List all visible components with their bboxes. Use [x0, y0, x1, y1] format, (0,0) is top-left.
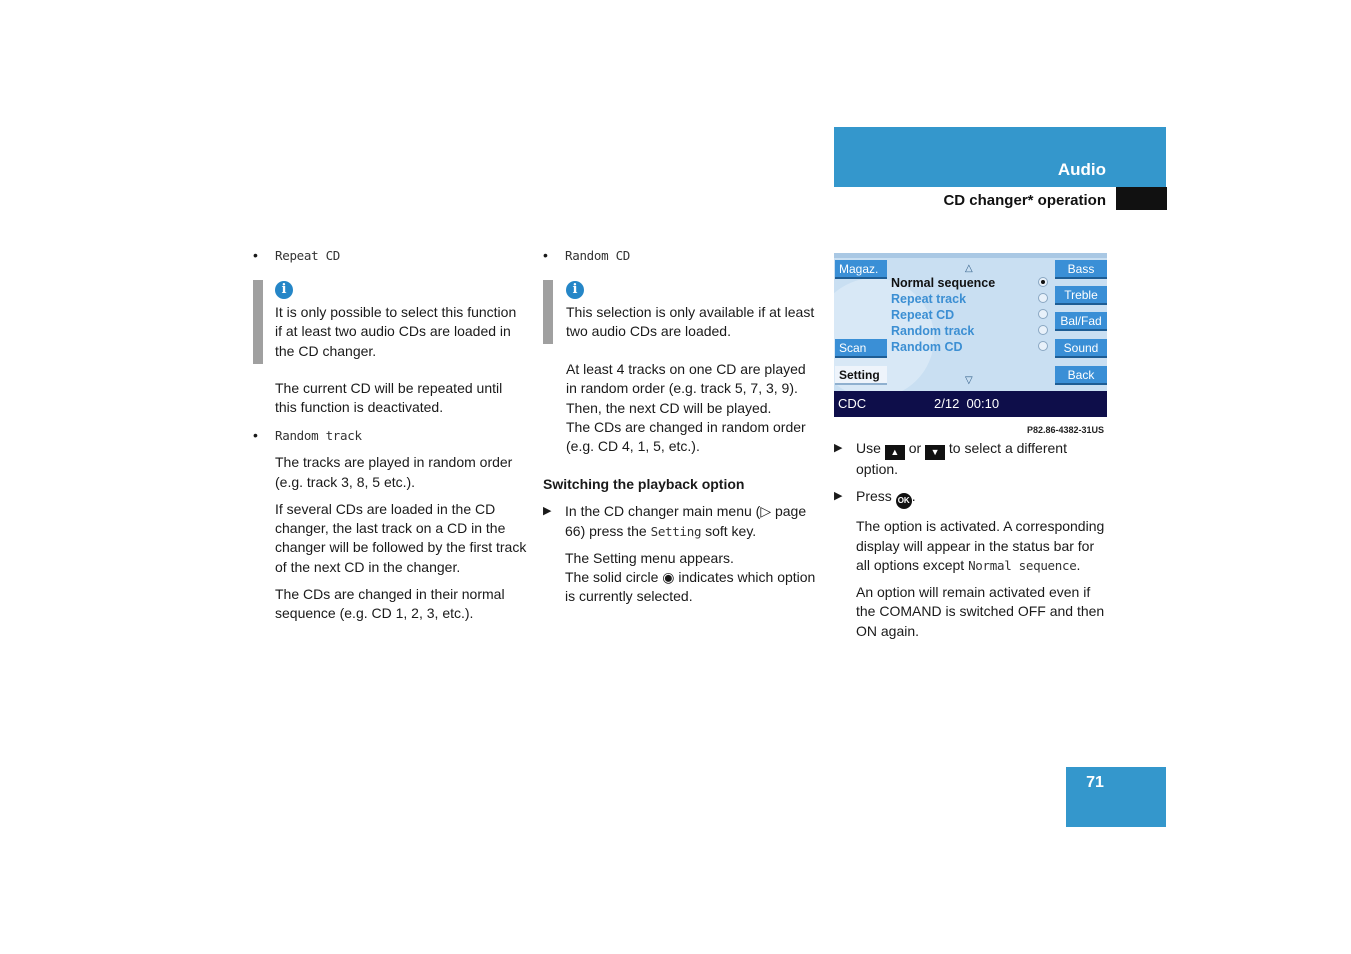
paragraph: The option is activated. A corresponding display will appear in the status bar for all options except Normal sequence. — [856, 518, 1105, 573]
softkey-code: Setting — [650, 523, 702, 539]
softkey-scan[interactable]: Scan — [835, 339, 887, 358]
ok-button-icon: OK — [896, 493, 912, 509]
paragraph: An option will remain activated even if the COMAND is switched OFF and then ON again. — [856, 584, 1105, 639]
scroll-down-icon[interactable]: ▽ — [965, 375, 973, 386]
column-1-lower — [253, 426, 527, 632]
scroll-up-icon[interactable]: △ — [965, 263, 973, 274]
list-item: • Repeat CD — [253, 247, 341, 263]
header-band — [834, 127, 1166, 187]
status-track-time: 2/12 00:10 — [934, 396, 1000, 411]
option-random-cd[interactable]: Random CD — [891, 340, 963, 354]
column-3 — [834, 439, 1109, 649]
column-1 — [253, 246, 525, 279]
softkey-setting[interactable]: Setting — [835, 366, 887, 385]
softkey-bal-fad[interactable]: Bal/Fad — [1055, 312, 1107, 331]
step-arrow-icon: ▶ — [543, 505, 552, 518]
info-bar — [253, 280, 263, 364]
option-repeat-cd[interactable]: Repeat CD — [891, 308, 955, 322]
subsection-title: CD changer* operation — [943, 192, 1106, 209]
softkey-sound[interactable]: Sound — [1055, 339, 1107, 358]
option-code: Normal sequence — [968, 557, 1077, 573]
paragraph: If several CDs are loaded in the CD changer, the last track on a CD in the changer will be followed by the first track of the next CD in the changer. — [275, 500, 527, 575]
result-text: The Setting menu appears. — [565, 549, 734, 566]
instruction-step: ▶ Use ▲ or ▼ to select a different option. — [834, 440, 1067, 477]
radio-icon[interactable] — [1038, 341, 1048, 351]
radio-selected-icon[interactable] — [1038, 277, 1048, 287]
paragraph: The CDs are changed in random order (e.g. CD 4, 1, 5, etc.). — [566, 418, 806, 455]
section-title: Audio — [1057, 160, 1106, 179]
status-source: CDC — [838, 396, 867, 411]
column-1-body — [275, 379, 527, 426]
result-text: The solid circle ◉ indicates which option is currently selected. — [565, 569, 816, 605]
up-key-icon: ▲ — [885, 445, 905, 460]
softkey-magaz[interactable]: Magaz. — [835, 260, 887, 279]
softkey-back[interactable]: Back — [1055, 366, 1107, 385]
softkey-bass[interactable]: Bass — [1055, 260, 1107, 279]
header-marker — [1116, 187, 1167, 210]
option-normal-sequence[interactable]: Normal sequence — [891, 276, 996, 290]
instruction-step: ▶ In the CD changer main menu (▷ page 66) press the Setting soft key. — [543, 503, 807, 539]
figure-code: P82.86-4382-31US — [1027, 425, 1105, 435]
column-2-lower — [543, 475, 818, 607]
paragraph: The CDs are changed in their normal sequence (e.g. CD 1, 2, 3, etc.). — [275, 586, 505, 622]
step-arrow-icon: ▶ — [834, 442, 843, 454]
page-number: 71 — [1086, 774, 1104, 791]
option-repeat-track[interactable]: Repeat track — [891, 292, 967, 306]
comand-screen — [834, 253, 1107, 417]
radio-icon[interactable] — [1038, 293, 1048, 303]
info-text: It is only possible to select this function if at least two audio CDs are loaded in the CD changer. — [275, 304, 517, 359]
option-code: Repeat CD — [275, 248, 341, 263]
section-heading: Switching the playback option — [543, 476, 745, 492]
info-note — [566, 279, 816, 342]
step-arrow-icon: ▶ — [834, 490, 843, 503]
softkey-treble[interactable]: Treble — [1055, 286, 1107, 305]
status-bar — [834, 391, 1107, 417]
list-item: • Random track — [253, 427, 362, 443]
paragraph: At least 4 tracks on one CD are played in random order (e.g. track 5, 7, 3, 9). Then, the next CD will be played. — [566, 361, 806, 416]
option-code: Random track — [275, 428, 362, 443]
info-note — [275, 279, 527, 361]
info-bar — [543, 280, 553, 344]
radio-icon[interactable] — [1038, 309, 1048, 319]
column-2-body — [566, 360, 818, 456]
info-icon: i — [566, 281, 584, 299]
info-icon: i — [275, 281, 293, 299]
paragraph: The current CD will be repeated until this function is deactivated. — [275, 380, 503, 416]
list-item: • Random CD — [543, 247, 631, 263]
option-code: Random CD — [565, 248, 631, 263]
down-key-icon: ▼ — [925, 445, 945, 460]
column-2 — [543, 246, 815, 279]
option-random-track[interactable]: Random track — [891, 324, 975, 338]
instruction-step: ▶ Press OK . — [834, 487, 1109, 509]
radio-icon[interactable] — [1038, 325, 1048, 335]
paragraph: The tracks are played in random order (e.g. track 3, 8, 5 etc.). — [275, 454, 513, 490]
info-text: This selection is only available if at least two audio CDs are loaded. — [566, 304, 815, 340]
